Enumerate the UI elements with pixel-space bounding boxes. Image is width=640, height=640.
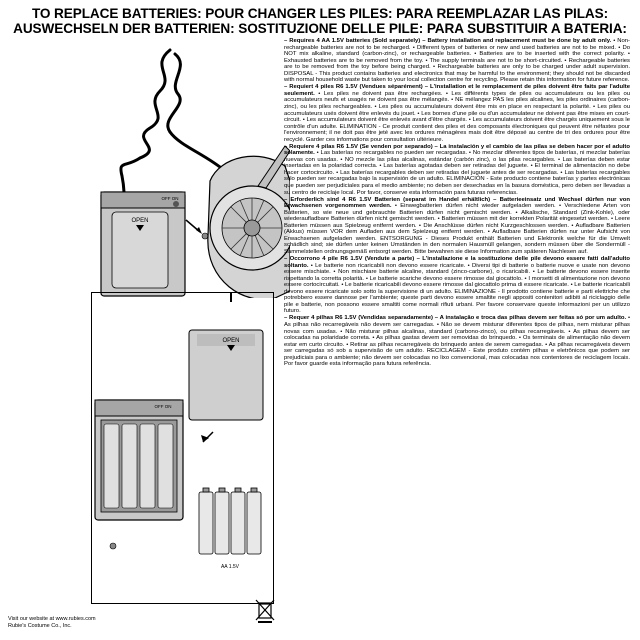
instructions-en: – Requires 4 AA 1.5V batteries (Sold separately) – Battery installation and replacement must be done by adult only. • Non-rechargeable batteries are not to be recharged. • Different types of batteries or new and used batteries are not to be mixed. • Do NOT mix alkaline, standard (carbon-zinc), or rechargeable batteries. • Batteries are to be inserted with the correct polarity. • Exhausted batteries are to be removed from the toy. • The supply terminals are not to be short-circuited. • Rechargeable batteries are to be removed from the toy before being charged. • Rechargeable batteries are only to be charged under adult supervision. DISPOSAL - This product contains batteries and electronics that may be harmful to the environment; they should not be discarded with normal household waste but taken to your local collection centre for recycling. Please retain this information for future reference. (284, 38, 630, 84)
instructions-column (284, 38, 630, 608)
battery-label: AA 1.5V (220, 564, 240, 570)
instructions-es: – Requiere 4 pilas R6 1.5V (Se venden por separado) – La instalación y el cambio de las pilas se deben hacer por el adulto solamente. • Las baterías no recargables no pueden ser recargadas. • No mezclar diferentes tipos de baterías, ni mezclar baterías nuevas con usadas. • NO mezcle las pilas alcalinas, estándar (carbón zinc), o las pilas recargables. • Las baterías deben estar insertadas en la polaridad correcta. • Las baterías agotadas deben ser retiradas del juguete. • El terminal de alimentación no debe hacer cortocircuito. • Las baterías recargables deben ser retiradas del juguete antes de ser recargadas. • Las baterías recargables sólo pueden ser recargadas bajo la supervisión de un adulto. ELIMINACIÓN - Este producto contiene baterías y partes electrónicas que pueden ser perjudiciales para el medio ambiente; no deben ser desechadas en la basura doméstica, pero deben ser llevadas a su centro de reciclaje local. Por favor, conserve esta información para futuras referencias. (284, 143, 630, 196)
website-link[interactable]: Visit our website at www.rubies.com (8, 616, 96, 622)
onoff-label-bottom: OFF ON (154, 404, 172, 409)
open-label-top: OPEN (131, 218, 149, 224)
screw-icon (110, 543, 116, 549)
top-illustration (0, 36, 290, 298)
instructions-pt: – Requer 4 pilhas R6 1.5V (Vendidas separadamente) – A instalação e troca das pilhas devem ser feitas só por um adulto. • As pilhas não recarregáveis não devem ser carregadas. • Não se devem misturar diferentes tipos de pilhas, nem misturar pilhas novas com usadas. • Não misturar pilhas alcalinas, standard (carbono-zinco), ou pilhas recarregáveis. • As pilhas devem ser colocadas na polaridade correta. • As pilhas gastas devem ser removidas do brinquedo. • Os terminais de alimentação não devem estar em curto circuito. • Retirar as pilhas recarregáveis do brinquedo antes de serem carregadas. • As pilhas recarregáveis devem ser carregadas só sob a supervisão de um adulto. RECICLAGEM - Este produto contém pilhas e eletrônicos que podem ser prejudiciais para o ambiente; não devem ser colocadas no lixo convencional, mas colocadas nos contentores de reciclagem locais. Por favor guarde esta informação para futura referência. (284, 315, 630, 368)
title-line-2: AUSWECHSELN DER BATTERIEN: SOSTITUZIONE DELLE PILE: PARA SUBSTITUIR A BATERIA: (13, 21, 627, 36)
footer (8, 616, 96, 629)
battery-box-closed (101, 192, 185, 296)
onoff-label-top: OFF ON (161, 196, 179, 201)
aa-batteries (199, 488, 261, 554)
crossed-out-bin-icon (254, 598, 276, 624)
battery-box-open (95, 400, 183, 520)
title-line-1: TO REPLACE BATTERIES: POUR CHANGER LES PILES: PARA REEMPLAZAR LAS PILAS: (31, 6, 609, 21)
page-title (10, 6, 630, 36)
bottom-illustration (91, 292, 274, 604)
company-name: Rubie's Costume Co., Inc. (8, 622, 72, 629)
instructions-de: – Erforderlich sind 4 R6 1.5V Batterien (separat im Handel erhältlich) – Batterieeinsatz und Wechsel dürfen nur von Erwachsenen vorgenommen werden. • Einwegbatterien dürfen nicht wieder aufgeladen werden. • Verschiedene Arten von Batterien, so wie neue und gebrauchte Batterien dürfen nicht gemischt werden. • Alkalische, Standard (Zink-Kohle), oder wiederaufladbare Batterien dürfen nicht gemischt werden. • Batterien müssen mit der korrekten Polarität eingesetzt werden. • Leere Batterien müssen aus Spielzeug entfernt werden. • Die Anschlüsse dürfen nicht Kurzgeschlossen werden. • Aufladbare Batterien (Akkus) müssen VOR dem Aufladen aus dem Spielzeug entfernt werden. • Aufladbare Batterien dürfen nur unter Aufsicht von Erwachsenen aufgeladen werden. ENTSORGUNG - Dieses Produkt enthält Batterien und Elektronik welche für die Umwelt schädlich sind; sie dürfen unter keinen Umständen in den normalen Hausmüll gelangen, sondern müssen über die Sondermüll - Sammelstellen ordnungsgemäß entsorgt werden. Bitte bewahren sie diese Information zum späteren Nachlesen auf. (284, 196, 630, 255)
fan-blower (208, 146, 290, 298)
instructions-it: – Occorrono 4 pile R6 1.5V (Vendute a parte) – L'installazione e la sostituzione delle pile devono essere fatti dall'adulto soltanto. • Le batterie non ricaricabili non devono essere ricaricate. • Diversi tipi di batterie o batterie nuove e usate non devono essere mischiate. • Non mischiare batterie alcaline, standard (zinco-carbone), o ricaricabili. • Le batterie devono essere inserite rispettando la corretta polarità. • Le batterie scariche devono essere rimosse dal giocattolo. • I morsetti di alimentazione non devono essere cortocircuitati. • Le batterie ricaricabili devono essere rimosse dal giocattolo prima di essere ricaricate. • Le batterie ricaricabili devono essere ricaricate solo sotto la supervisione di un adulto. ELIMINAZIONE - Il prodotto contiene batterie e parti elettriche che potrebbero essere dannose per l'ambiente; queste parti devono essere smaltite negli appositi contenitori adibiti al riciclaggio delle pile e batterie, non possono essere smaltiti come normali rifiuti urbani. Per favore conservare queste informazioni per un utilizzo futuro. (284, 256, 630, 315)
instructions-fr: – Requiert 4 piles R6 1.5V (Vendues séparément) – L'installation et le remplacement de piles doivent être faits par l'adulte seulement. • Les piles ne doivent pas être rechargées. • Les différents types de piles ou accumulateurs ou les piles ou accumulateurs neufs et usagés ne doivent pas être mélangés. • NE mélangez PAS les piles alcalines, les piles ordinaires (carbon-zinc), ou les piles rechargeables. • Les piles ou accumulateurs doivent être mis en place en respectant la polarité. • Les piles ou accumulateurs usés doivent être enlevés du jouet. • Les bornes d'une pile ou d'un accumulateur ne doivent pas être mises en court-circuit. • Les accumulateurs doivent être enlevés avant d'être chargés. • Les accumulateurs doivent être chargés uniquement sous le contrôle d'un adulte. ELIMINATION - Ce produit contient des piles et des composants électroniques qui peuvent être néfastes pour l'environnement; il ne doit pas être jeté avec les ordures ménagères mais doit être déposé au centre de tri des ordures pour être recyclé. Garder ces informations pour consultation ultérieure. (284, 84, 630, 143)
open-label-cover: OPEN (222, 338, 240, 344)
battery-cover (189, 330, 263, 420)
screw-icon (202, 233, 208, 239)
